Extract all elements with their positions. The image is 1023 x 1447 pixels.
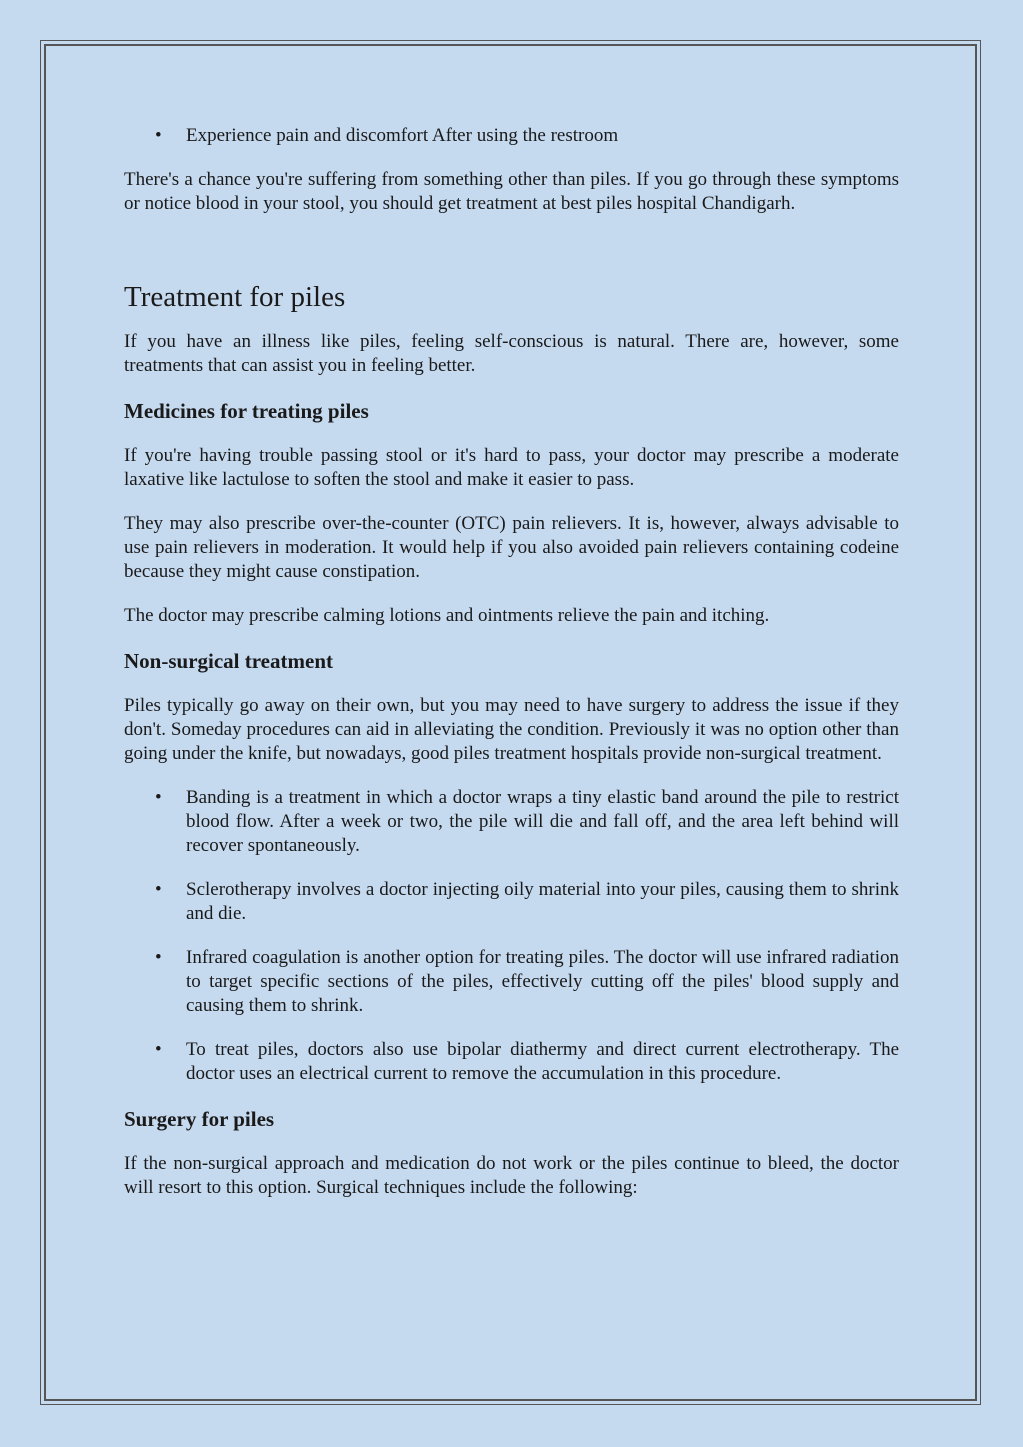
list-item xyxy=(124,1038,899,1086)
intro-bullet-list xyxy=(124,124,899,148)
list-item-text: Sclerotherapy involves a doctor injecting oily material into your piles, causing them to shrink and die. xyxy=(186,879,899,924)
list-item-text: Banding is a treatment in which a doctor wraps a tiny elastic band around the pile to restrict blood flow. After a week or two, the pile will die and fall off, and the area left behind will recover spontaneously. xyxy=(186,787,899,856)
subheading-surgery: Surgery for piles xyxy=(124,1107,275,1131)
list-item xyxy=(124,786,899,858)
surgery-paragraph: If the non-surgical approach and medication do not work or the piles continue to bleed, the doctor will resort to this option. Surgical techniques include the following: xyxy=(124,1153,899,1198)
subheading-medicines: Medicines for treating piles xyxy=(124,399,369,423)
non-surgical-paragraph: Piles typically go away on their own, but you may need to have surgery to address the issue if they don't. Someday procedures can aid in alleviating the condition. Previously it was no option other than going under the knife, but nowadays, good piles treatment hospitals provide non-surgical treatment. xyxy=(124,695,899,764)
non-surgical-bullet-list xyxy=(124,786,899,1086)
list-item xyxy=(124,878,899,926)
section-heading-treatment: Treatment for piles xyxy=(124,281,346,313)
list-item-text: To treat piles, doctors also use bipolar diathermy and direct current electrotherapy. The doctor uses an electrical current to remove the accumulation in this procedure. xyxy=(186,1039,899,1084)
bullet-icon: • xyxy=(155,787,162,808)
document-content xyxy=(124,120,899,1200)
subheading-non-surgical: Non-surgical treatment xyxy=(124,649,333,673)
list-item-text: Experience pain and discomfort After using the restroom xyxy=(186,125,619,146)
treatment-paragraph: If you have an illness like piles, feeling self-conscious is natural. There are, however, some treatments that can assist you in feeling better. xyxy=(124,331,899,376)
medicines-paragraph-2: They may also prescribe over-the-counter (OTC) pain relievers. It is, however, always advisable to use pain relievers in moderation. It would help if you also avoided pain relievers containing codeine because they might cause constipation. xyxy=(124,513,899,582)
list-item xyxy=(124,124,899,148)
intro-paragraph: There's a chance you're suffering from something other than piles. If you go through these symptoms or notice blood in your stool, you should get treatment at best piles hospital Chandigarh. xyxy=(124,169,899,214)
bullet-icon: • xyxy=(155,125,162,146)
bullet-icon: • xyxy=(155,879,162,900)
list-item xyxy=(124,946,899,1018)
medicines-paragraph-3: The doctor may prescribe calming lotions and ointments relieve the pain and itching. xyxy=(124,605,770,626)
bullet-icon: • xyxy=(155,1039,162,1060)
bullet-icon: • xyxy=(155,947,162,968)
medicines-paragraph-1: If you're having trouble passing stool or it's hard to pass, your doctor may prescribe a moderate laxative like lactulose to soften the stool and make it easier to pass. xyxy=(124,445,899,490)
list-item-text: Infrared coagulation is another option for treating piles. The doctor will use infrared radiation to target specific sections of the piles, effectively cutting off the piles' blood supply and causing them to shrink. xyxy=(186,947,899,1016)
